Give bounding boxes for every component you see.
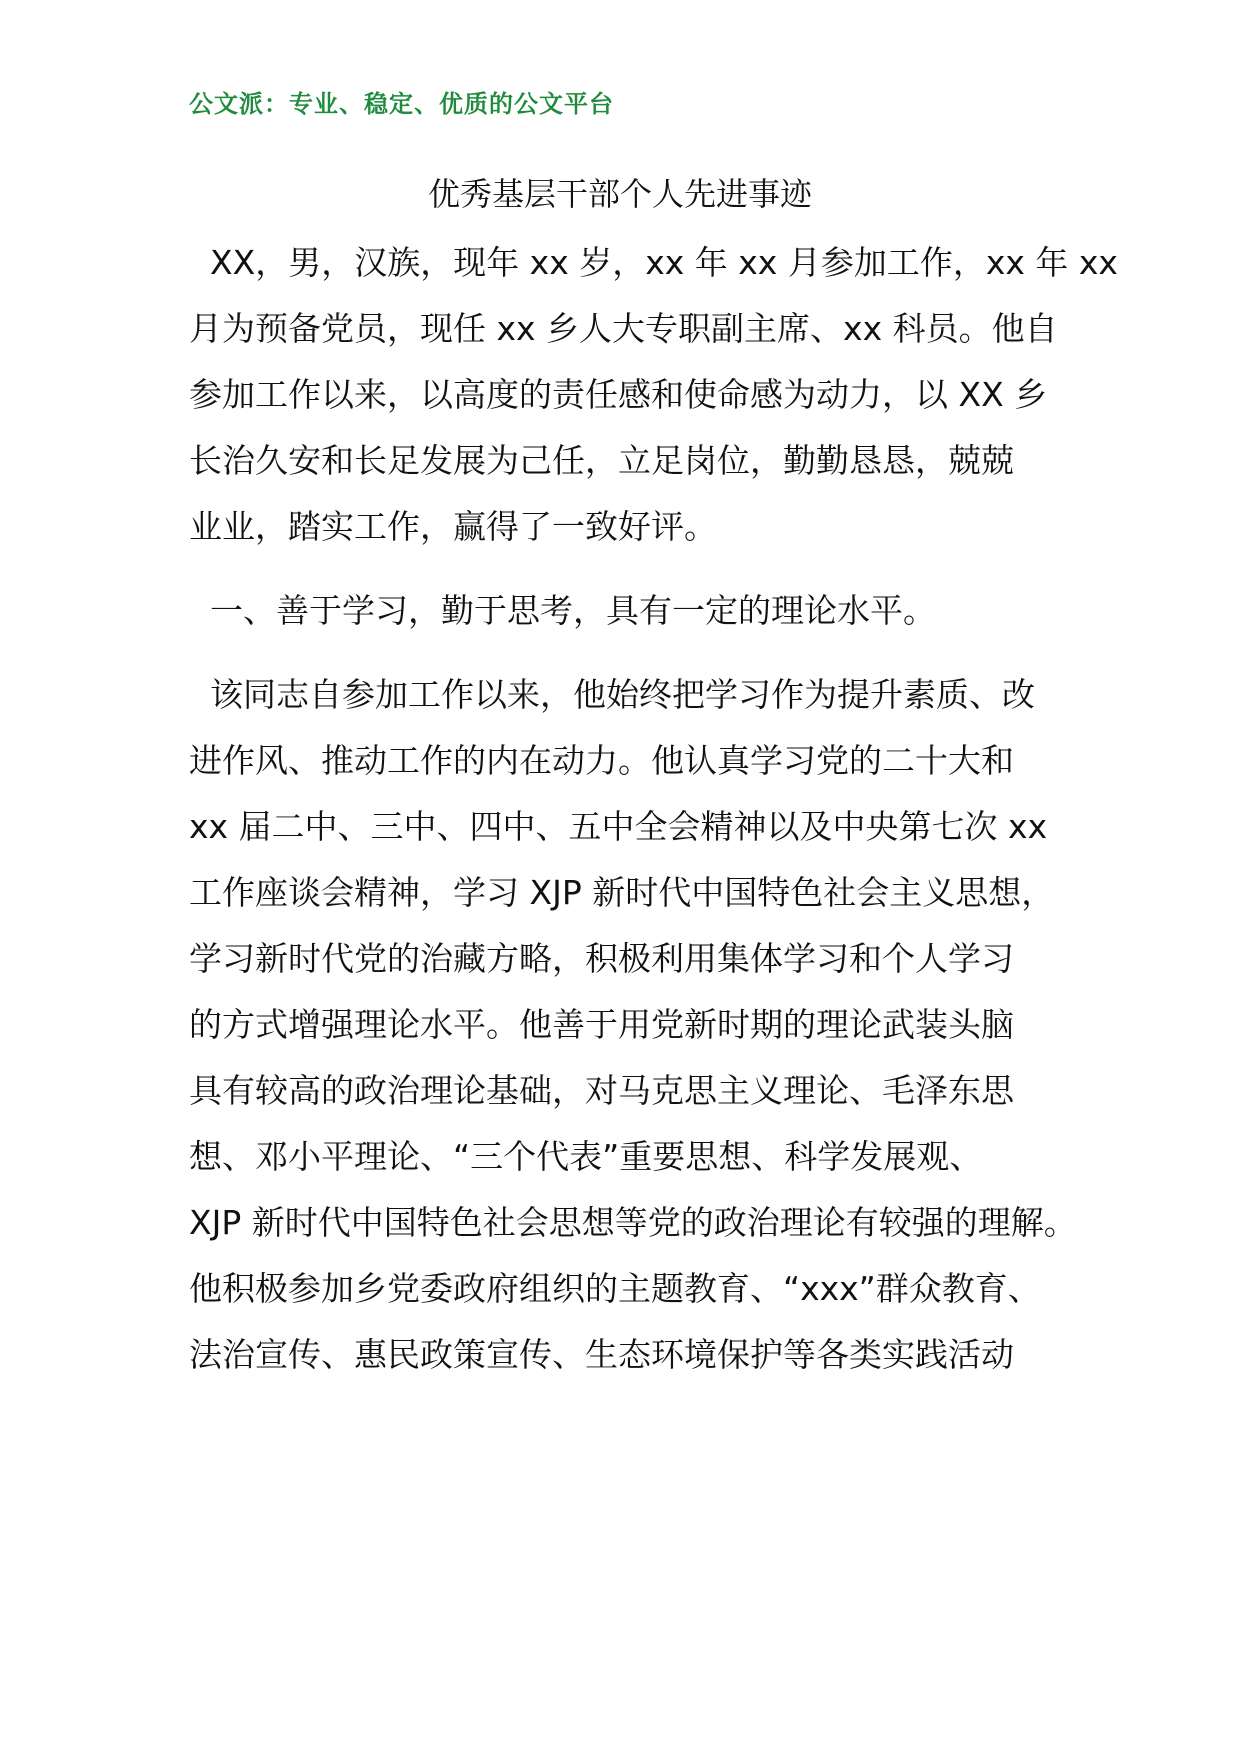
body-line: 长治久安和长足发展为己任，立足岗位，勤勤恳恳，兢兢	[189, 441, 1014, 480]
body-line: XJP 新时代中国特色社会思想等党的政治理论有较强的理解。	[189, 1203, 1077, 1242]
body-line: 法治宣传、惠民政策宣传、生态环境保护等各类实践活动	[189, 1335, 1014, 1374]
body-line: 月为预备党员，现任 xx 乡人大专职副主席、xx 科员。他自	[189, 309, 1058, 348]
body-line: xx 届二中、三中、四中、五中全会精神以及中央第七次 xx	[189, 807, 1048, 846]
body-line: 学习新时代党的治藏方略，积极利用集体学习和个人学习	[189, 939, 1014, 978]
body-line: 的方式增强理论水平。他善于用党新时期的理论武装头脑	[189, 1005, 1014, 1044]
body-line: 工作座谈会精神，学习 XJP 新时代中国特色社会主义思想，	[189, 873, 1055, 912]
body-line: 想、邓小平理论、“三个代表”重要思想、科学发展观、	[189, 1137, 983, 1176]
body-line: 业业，踏实工作，赢得了一致好评。	[189, 507, 717, 546]
header-brand-text: 公文派：专业、稳定、优质的公文平台	[189, 89, 614, 118]
section-heading: 一、善于学习，勤于思考，具有一定的理论水平。	[189, 591, 936, 630]
body-line: 进作风、推动工作的内在动力。他认真学习党的二十大和	[189, 741, 1014, 780]
body-line: XX，男，汉族，现年 xx 岁，xx 年 xx 月参加工作，xx 年 xx	[189, 243, 1118, 282]
body-line: 参加工作以来，以高度的责任感和使命感为动力，以 XX 乡	[189, 375, 1048, 414]
document-title: 优秀基层干部个人先进事迹	[427, 175, 812, 213]
body-line: 他积极参加乡党委政府组织的主题教育、“xxx”群众教育、	[189, 1269, 1041, 1308]
body-line: 该同志自参加工作以来，他始终把学习作为提升素质、改	[189, 675, 1035, 714]
body-line: 具有较高的政治理论基础，对马克思主义理论、毛泽东思	[189, 1071, 1014, 1110]
